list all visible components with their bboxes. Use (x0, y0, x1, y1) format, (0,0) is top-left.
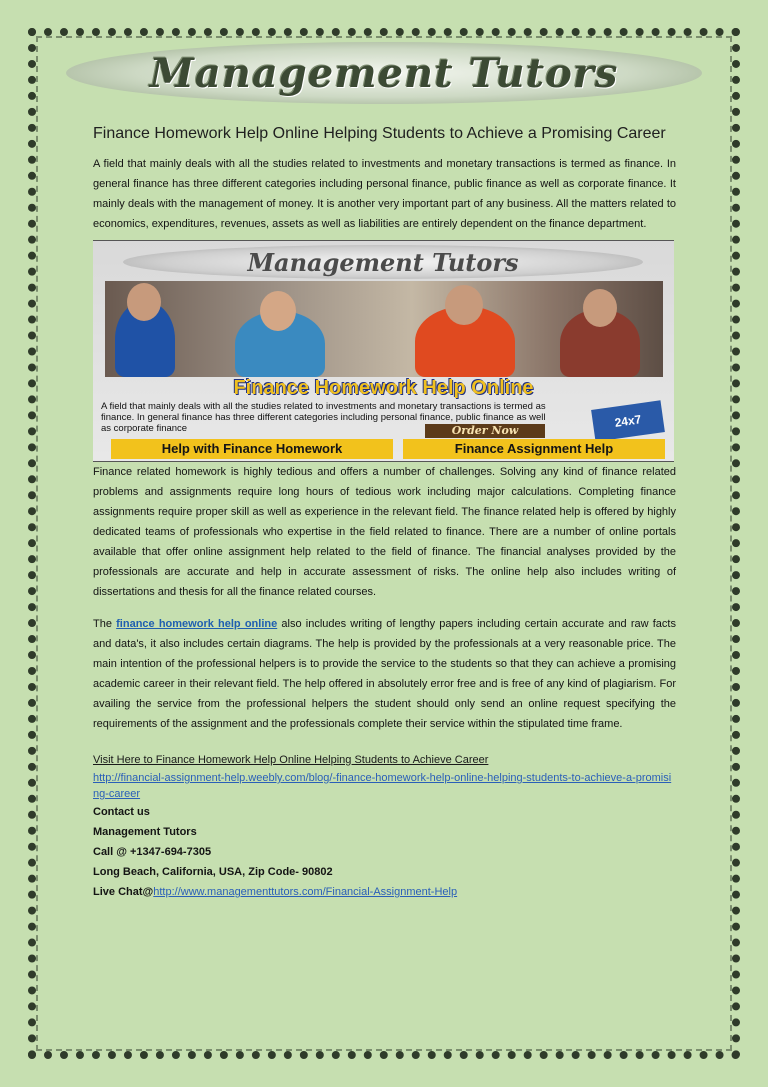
contact-heading: Contact us (93, 806, 150, 818)
live-chat-link[interactable]: http://www.managementtutors.com/Financial-Assignment-Help (153, 886, 458, 898)
logo-banner (66, 42, 702, 104)
company-name: Management Tutors (93, 826, 197, 838)
promo-image (93, 240, 674, 462)
live-chat-label: Live Chat@ (93, 886, 154, 898)
live-chat (93, 882, 676, 902)
support-badge: 24x7 (591, 400, 665, 441)
student-head (260, 291, 296, 331)
promo-text: A field that mainly deals with all the studies related to investments and monetary transactions is termed as finance. In general finance has three different categories including personal finance, public finance as well as corporate finance (101, 401, 546, 434)
body-paragraph: Finance related homework is highly tedious and offers a number of challenges. Solving any kind of finance related problems and assignments require long hours of tedious work including major calculations. Completing finance assignments require proper skill as well as experience in the relevant field. The finance related help is offered by highly dedicated teams of professionals who expertise in the field related to finance. There are a number of online portals available that offer online assignment help related to the field of finance. The financial analyses provided by the professionals are accurate and help in accurate assessment of risks. The online help also includes writing of dissertations and thesis for all the finance related courses. (93, 466, 676, 598)
finance-homework-help-link[interactable]: finance homework help online (116, 618, 278, 630)
promo-logo (123, 245, 643, 279)
intro-paragraph: A field that mainly deals with all the studies related to investments and monetary transactions is termed as finance. In general finance has three different categories including personal finance, public finance as well as corporate finance. It mainly deals with the management of money. It is another very important part of any business. All the matters related to economics, expenditures, revenues, assets as well as liabilities are entirely dependent on the finance department. (93, 158, 676, 230)
article-title: Finance Homework Help Online Helping Students to Achieve a Promising Career (93, 125, 666, 142)
visit-url-link[interactable]: http://financial-assignment-help.weebly.com/blog/-finance-homework-help-online-helping-students-to-achieve-a-promising-career (93, 772, 672, 800)
promo-button-finance-homework: Help with Finance Homework (111, 439, 393, 459)
student-head (127, 283, 161, 321)
order-now-badge: Order Now (425, 424, 545, 438)
promo-heading: Finance Homework Help Online (233, 377, 534, 399)
address: Long Beach, California, USA, Zip Code- 90802 (93, 866, 333, 878)
body-paragraph-2 (93, 614, 676, 734)
student-head (445, 285, 483, 325)
students-photo (105, 281, 663, 377)
para-prefix: The (93, 618, 117, 630)
promo-logo-text: Management Tutors (247, 247, 519, 277)
promo-button-assignment-help: Finance Assignment Help (403, 439, 665, 459)
para-rest: also includes writing of lengthy papers including certain accurate and raw facts and data's, it also includes certain diagrams. The help is provided by the professionals at a very reasonable price. The main intention of the professional helpers is to provide the service to the students so that they can achieve a promising academic career in their relevant field. The help offered in absolutely error free and is free of any kind of plagiarism. For availing the service from the professional helpers the student should only send an online request specifying the requirements of the assignment and the professionals complete their service within the stipulated time frame. (93, 618, 676, 730)
logo-text: Management Tutors (149, 49, 619, 97)
student-head (583, 289, 617, 327)
phone-number: Call @ +1347-694-7305 (93, 846, 212, 858)
article (93, 118, 676, 902)
visit-text: Visit Here to Finance Homework Help Online Helping Students to Achieve Career (93, 754, 489, 766)
